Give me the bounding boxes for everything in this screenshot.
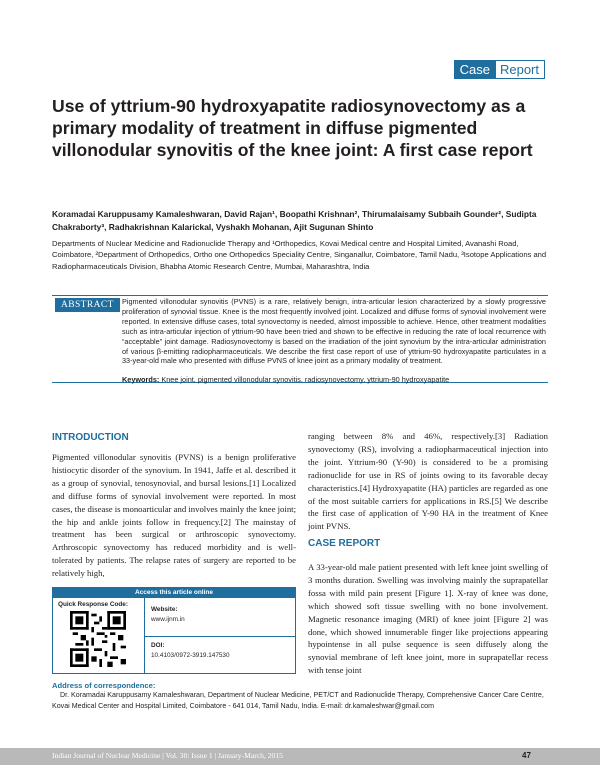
case-report-text: A 33-year-old male patient presented with left knee joint swelling of 3 months duration. Swelling was involving mainly the suprapatellar fossa with mild pain present [Figure 1]. X-ray of knee was done, which showed soft tissue swelling with no bone involvement. Magnetic resonance imaging (MRI) of knee joint [Figure 2] was done, which showed innumerable finger like projections appearing hypointense in all pulse sequence is seen diffusely along the synovial membrane of left knee joint, more in suprapatellar recess with tense joint xyxy=(308,562,548,676)
keywords-value: Knee joint, pigmented villonodular synovitis, radiosynovectomy, yttrium-90 hydroxyapatite xyxy=(161,375,450,384)
page-number: 47 xyxy=(522,751,531,760)
affiliations: Departments of Nuclear Medicine and Radionuclide Therapy and ¹Orthopedics, Kovai Medical centre and Hospital Limited, Avanashi Road, Coimbatore, ²Department of Orthopedics, Ortho one Orthopedics Speciality Centre, Singanallur, Coimbatore, Tamil Nadu, ³Isotope Applications and Radiopharmaceuticals Division, Bhabha Atomic Research Centre, Mumbai, Maharashtra, India xyxy=(52,239,547,271)
doi-link[interactable]: 10.4103/0972-3919.147530 xyxy=(151,652,230,659)
case-report-heading: CASE REPORT xyxy=(308,538,381,549)
abstract-text: Pigmented villonodular synovitis (PVNS) is a rare, relatively benign, intra-articular lesion characterized by a slowly progressive proliferation of synovial tissue. Knee is the most frequently involved joint. Localized and diffuse forms of synovial involvement were reported. In extensive diffuse cases, total synovectomy is needed, almost impossible to achieve. Hence, other treatment modalities such as intra-articular injection of yttrium-90 have been tried and shown to be effective in reducing the rate of local recurrence with “acceptable” joint damage. Radiosynovectomy is based on the irradiation of the joint synovium by the intra-articular administration of various β-emitting radiopharmaceuticals. We describe the first case report of use of yttrium-90 hydroxyapatite particulates in a 33-year-old male who presented with diffuse PVNS of knee joint as a primary modality of treatment. xyxy=(122,297,546,366)
qr-code-icon[interactable] xyxy=(70,611,126,667)
keywords xyxy=(122,375,546,384)
intro-heading: INTRODUCTION xyxy=(52,432,129,443)
qr-label: Quick Response Code: xyxy=(58,601,128,608)
access-online-header: Access this article online xyxy=(52,587,296,598)
badge-case: Case xyxy=(454,60,495,79)
website-link[interactable]: www.ijnm.in xyxy=(151,616,185,623)
intro-text: Pigmented villonodular synovitis (PVNS) is a benign proliferative histiocytic disorder of the synovium. In 1941, Jaffe et al. described it as a group of synovial, tenosynovial, and bursal lesions.[1] Localized and diffuse forms of synovial involvement were reported. In most cases, the disease is monoarticular and involves mainly the knee joint; the hip and ankle joints follow in frequency.[2] The mainstay of treatment has been surgical or arthroscopic synovectomy. Arthroscopic synovectomy has reduced morbidity and is well-tolerated by patients. The relapse rates of surgery are reported to be relatively high, xyxy=(52,452,296,579)
access-divider-h xyxy=(145,636,296,637)
keywords-label: Keywords: xyxy=(122,375,160,384)
journal-citation: Indian Journal of Nuclear Medicine | Vol. 30: Issue 1 | January-March, 2015 xyxy=(52,751,283,760)
correspondence-heading: Address of correspondence: xyxy=(52,681,156,690)
right-column-text: ranging between 8% and 46%, respectively.[3] Radiation synovectomy (RS), involving a radiopharmaceutical injection into the joint. Yttrium-90 (Y-90) is considered to be a promising radionuclide for use in RS of joints owing to its favorable decay characteristics.[4] Hydroxyapatite (HA) particles are regarded as one of the most suitable carriers for applications in RS.[5] We describe the first case of application of Y-90 HA in the treatment of Knee joint PVNS. xyxy=(308,431,548,532)
website-label: Website: xyxy=(151,606,178,613)
badge-report: Report xyxy=(495,60,545,79)
article-type-badge xyxy=(454,60,545,79)
article-title: Use of yttrium-90 hydroxyapatite radiosynovectomy as a primary modality of treatment in diffuse pigmented villonodular synovitis of the knee joint: A first case report xyxy=(52,96,533,161)
abstract-label: ABSTRACT xyxy=(55,298,120,312)
doi-label: DOI: xyxy=(151,642,165,649)
author-list: Koramadai Karuppusamy Kamaleshwaran, David Rajan¹, Boopathi Krishnan², Thirumalaisamy Subbaih Gounder², Sudipta Chakraborty³, Radhakrishnan Kalarickal, Vyshakh Mohanan, Ajit Sugunan Shinto xyxy=(52,209,537,232)
correspondence-text: Dr. Koramadai Karuppusamy Kamaleshwaran, Department of Nuclear Medicine, PET/CT and Radionuclide Therapy, Comprehensive Cancer Care Centre, Kovai Medical Center and Hospital Limited, Coimbatore - 641 014, Tamil Nadu, India. E-mail: dr.kamaleshwar@gmail.com xyxy=(52,691,544,710)
